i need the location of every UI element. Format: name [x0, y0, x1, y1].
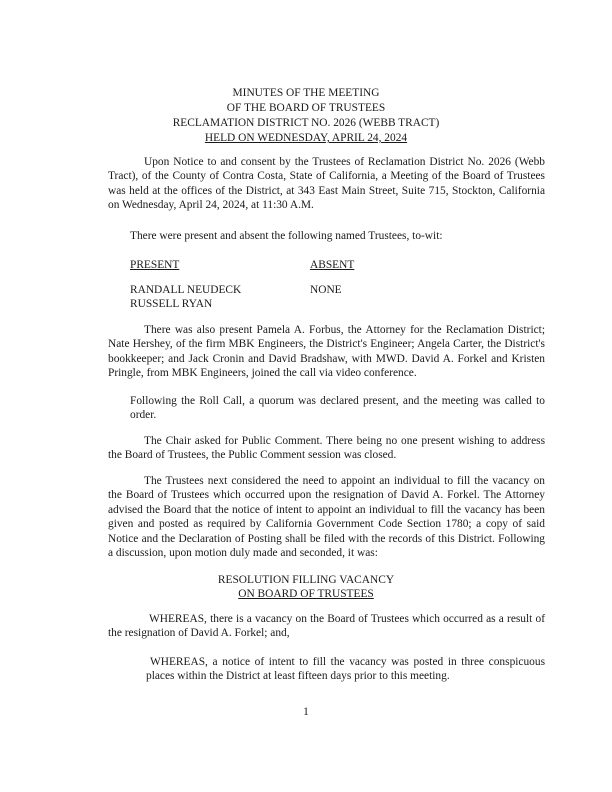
title-line-2: OF THE BOARD OF TRUSTEES	[226, 102, 386, 114]
title-line-1: MINUTES OF THE MEETING	[232, 87, 380, 99]
intro-paragraph: Upon Notice to and consent by the Trustees of Reclamation District No. 2026 (Webb Tract), of the County of Contra Costa, State of California, a Meeting of the Board of Trustees was held at the offices of the District, at 343 East Main Street, Suite 715, Stockton, California on Wednesday, April 24, 2024, at 11:30 A.M.	[108, 156, 545, 212]
public-comment-paragraph: The Chair asked for Public Comment. There being no one present wishing to address the Board of Trustees, the Public Comment session was closed.	[108, 435, 545, 462]
resolution-title-line-1: RESOLUTION FILLING VACANCY	[217, 574, 395, 586]
roll-call-paragraph: Following the Roll Call, a quorum was declared present, and the meeting was called to order.	[130, 395, 545, 422]
vacancy-paragraph: The Trustees next considered the need to appoint an individual to fill the vacancy on the Board of Trustees which occurred upon the resignation of David A. Forkel. The Attorney advised the Board that the notice of intent to appoint an individual to fill the vacancy has been given and posted as required by California Government Code Section 1780; a copy of said Notice and the Declaration of Posting shall be filed with the records of this District. Following a discussion, upon motion duly made and seconded, it was:	[108, 475, 545, 560]
whereas-paragraph-2: WHEREAS, a notice of intent to fill the vacancy was posted in three conspicuous places within the District at least fifteen days prior to this meeting.	[146, 656, 545, 683]
present-intro: There were present and absent the following named Trustees, to-wit:	[130, 230, 443, 242]
also-present-paragraph: There was also present Pamela A. Forbus, the Attorney for the Reclamation District; Nate Hershey, of the firm MBK Engineers, the District's Engineer; Angela Carter, the District's bookkeeper; and Jack Cronin and David Bradshaw, with MWD. David A. Forkel and Kristen Pringle, from MBK Engineers, joined the call via video conference.	[108, 324, 545, 380]
absent-header: ABSENT	[310, 259, 355, 271]
present-header: PRESENT	[130, 259, 180, 271]
present-trustee: RUSSELL RYAN	[130, 298, 213, 310]
whereas-paragraph-1: WHEREAS, there is a vacancy on the Board of Trustees which occurred as a result of the resignation of David A. Forkel; and,	[108, 613, 545, 640]
page-number: 1	[303, 706, 309, 718]
title-line-3: RECLAMATION DISTRICT NO. 2026 (WEBB TRACT)	[172, 117, 440, 129]
title-line-4: HELD ON WEDNESDAY, APRIL 24, 2024	[204, 132, 408, 144]
present-trustee: RANDALL NEUDECK	[130, 284, 242, 296]
absent-trustee: NONE	[310, 284, 342, 296]
resolution-title-line-2: ON BOARD OF TRUSTEES	[238, 588, 374, 600]
